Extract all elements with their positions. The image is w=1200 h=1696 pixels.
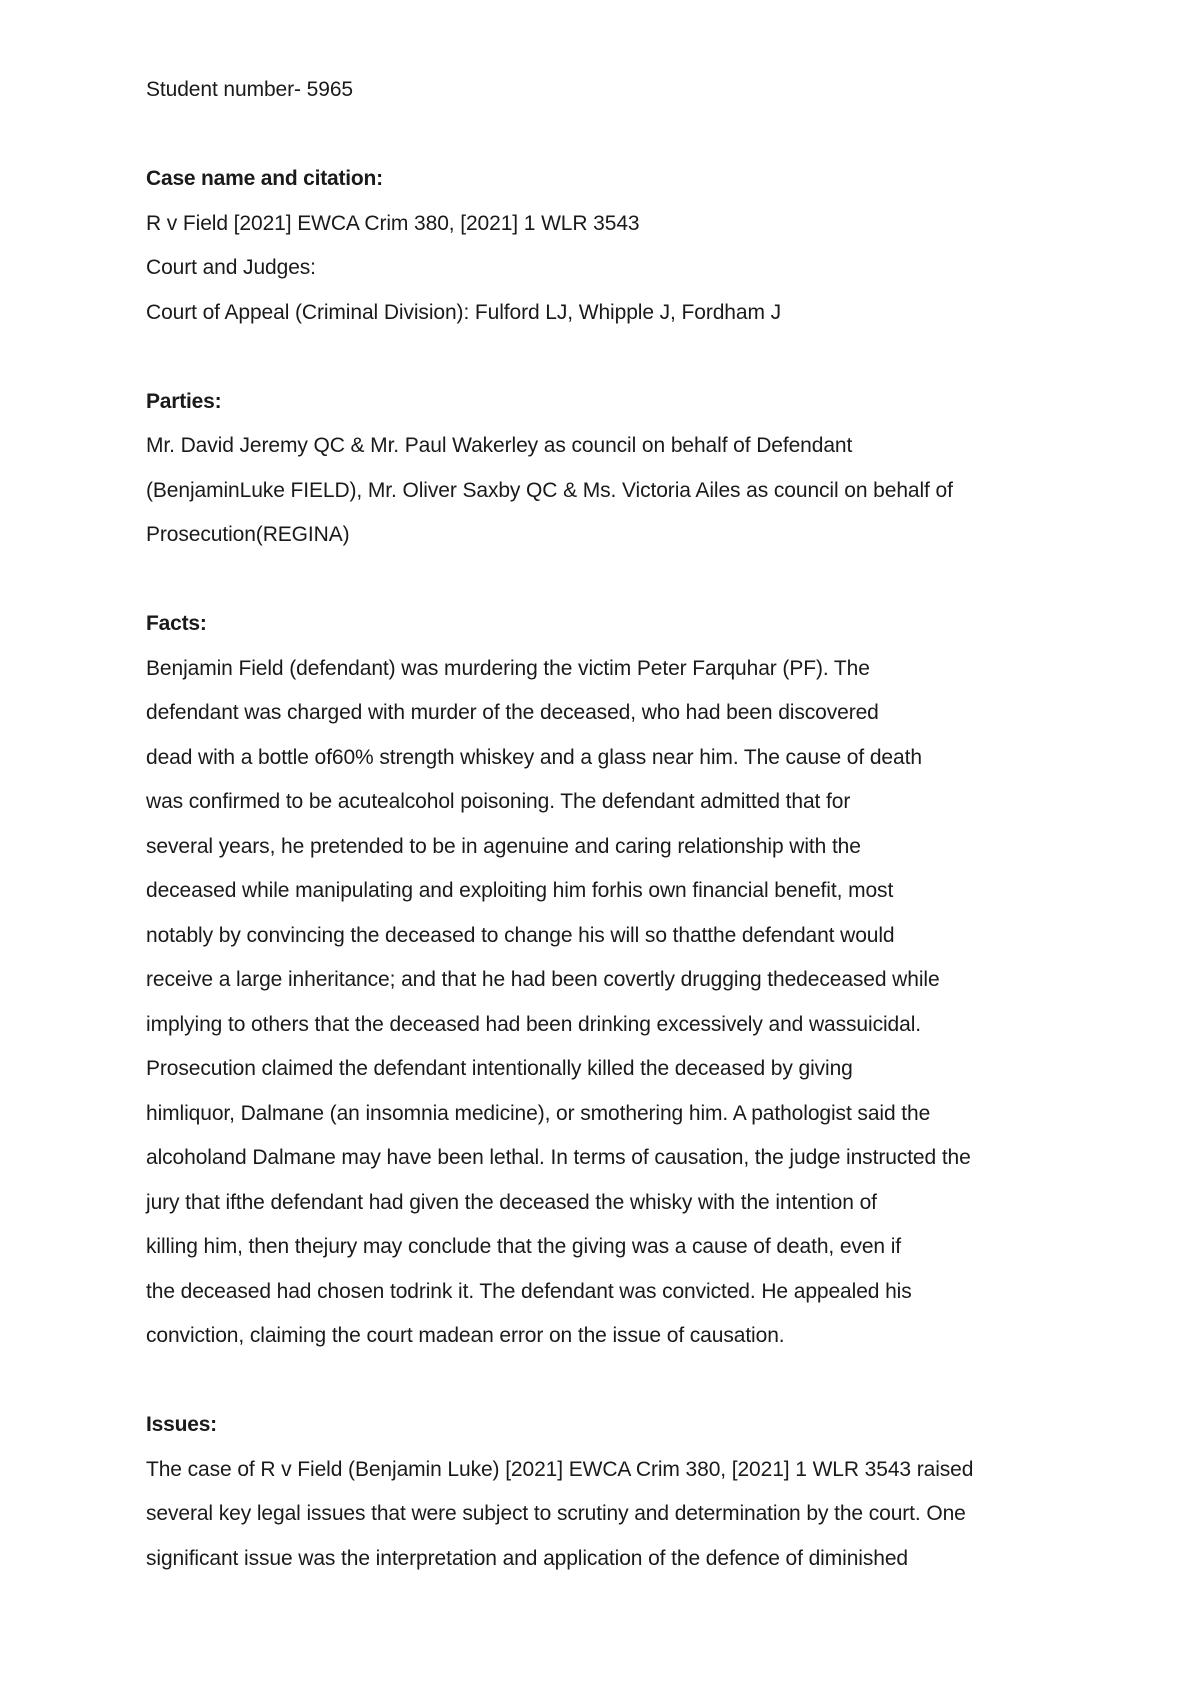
- parties-line: Mr. David Jeremy QC & Mr. Paul Wakerley as council on behalf of Defendant: [146, 434, 853, 457]
- facts-line: Benjamin Field (defendant) was murdering the victim Peter Farquhar (PF). The: [146, 656, 870, 680]
- facts-line: conviction, claiming the court madean error on the issue of causation.: [146, 1324, 785, 1347]
- parties-line: (BenjaminLuke FIELD), Mr. Oliver Saxby QC & Ms. Victoria Ailes as council on behalf of: [146, 478, 953, 502]
- facts-line: defendant was charged with murder of the deceased, who had been discovered: [146, 701, 879, 724]
- facts-line: killing him, then thejury may conclude that the giving was a cause of death, even if: [146, 1235, 902, 1258]
- issues-line: several key legal issues that were subject to scrutiny and determination by the court. One: [146, 1502, 966, 1525]
- facts-line: deceased while manipulating and exploiting him forhis own financial benefit, most: [146, 879, 894, 902]
- facts-line: dead with a bottle of60% strength whiskey and a glass near him. The cause of death: [146, 745, 922, 769]
- case-citation: R v Field [2021] EWCA Crim 380, [2021] 1 WLR 3543: [146, 211, 640, 235]
- issues-line: significant issue was the interpretation and application of the defence of diminished: [146, 1546, 908, 1570]
- facts-line: Prosecution claimed the defendant intentionally killed the deceased by giving: [146, 1057, 853, 1080]
- facts-line: receive a large inheritance; and that he had been covertly drugging thedeceased while: [146, 968, 940, 991]
- document-body: [146, 68, 1076, 1581]
- facts-line: implying to others that the deceased had been drinking excessively and wassuicidal.: [146, 1012, 921, 1036]
- facts-line: the deceased had chosen todrink it. The defendant was convicted. He appealed his: [146, 1279, 912, 1303]
- court-label: Court and Judges:: [146, 256, 316, 279]
- facts-line: several years, he pretended to be in agenuine and caring relationship with the: [146, 834, 861, 858]
- facts-line: jury that ifthe defendant had given the deceased the whisky with the intention of: [146, 1190, 877, 1214]
- court-value: Court of Appeal (Criminal Division): Fulford LJ, Whipple J, Fordham J: [146, 300, 781, 324]
- facts-line: alcoholand Dalmane may have been lethal. In terms of causation, the judge instructed the: [146, 1146, 971, 1169]
- facts-heading: Facts:: [146, 612, 207, 635]
- case-heading: Case name and citation:: [146, 167, 383, 190]
- parties-heading: Parties:: [146, 389, 222, 413]
- parties-line: Prosecution(REGINA): [146, 523, 350, 546]
- issues-heading: Issues:: [146, 1413, 217, 1436]
- student-number: Student number- 5965: [146, 78, 353, 101]
- issues-line: The case of R v Field (Benjamin Luke) [2021] EWCA Crim 380, [2021] 1 WLR 3543 raised: [146, 1457, 974, 1481]
- facts-line: himliquor, Dalmane (an insomnia medicine), or smothering him. A pathologist said the: [146, 1101, 931, 1125]
- facts-line: was confirmed to be acutealcohol poisoning. The defendant admitted that for: [146, 790, 851, 813]
- facts-line: notably by convincing the deceased to change his will so thatthe defendant would: [146, 923, 895, 947]
